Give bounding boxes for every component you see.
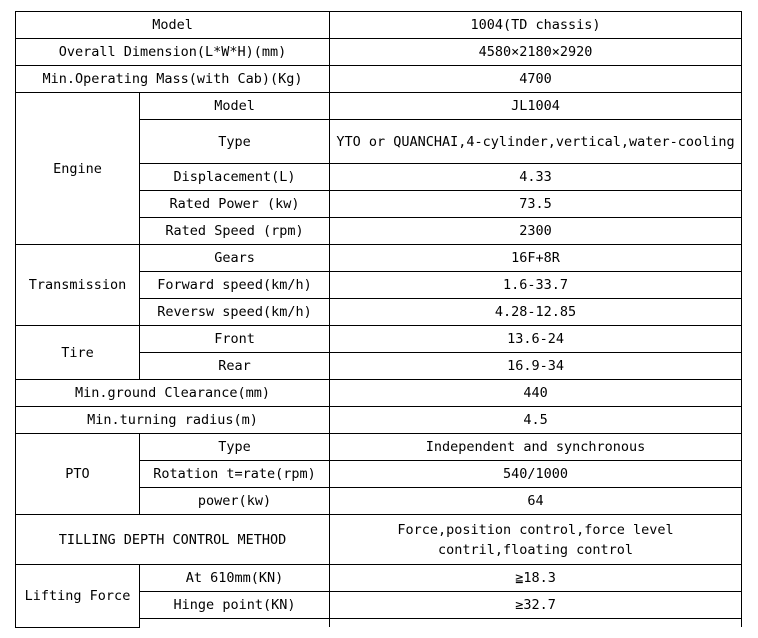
table-row xyxy=(16,515,742,565)
min-operating-mass-value: 4700 xyxy=(330,66,742,93)
tire-front-label: Front xyxy=(140,326,330,353)
overall-dimension-value: 4580×2180×2920 xyxy=(330,39,742,66)
tire-front-value: 13.6-24 xyxy=(330,326,742,353)
table-row xyxy=(16,326,742,353)
table-row xyxy=(16,12,742,39)
rated-power-label: Rated Power (kw) xyxy=(140,191,330,218)
pto-group-label: PTO xyxy=(16,434,140,515)
gears-label: Gears xyxy=(140,245,330,272)
tilling-depth-value: Force,position control,force level contril,floating control xyxy=(330,515,742,565)
table-row xyxy=(16,407,742,434)
transmission-group-label: Transmission xyxy=(16,245,140,326)
tire-rear-label: Rear xyxy=(140,353,330,380)
tilling-depth-label: TILLING DEPTH CONTROL METHOD xyxy=(16,515,330,565)
ground-clearance-label: Min.ground Clearance(mm) xyxy=(16,380,330,407)
pto-type-value: Independent and synchronous xyxy=(330,434,742,461)
forward-speed-label: Forward speed(km/h) xyxy=(140,272,330,299)
engine-model-value: JL1004 xyxy=(330,93,742,120)
reverse-speed-value: 4.28-12.85 xyxy=(330,299,742,326)
overall-dimension-label: Overall Dimension(L*W*H)(mm) xyxy=(16,39,330,66)
specification-table xyxy=(15,11,742,628)
hinge-point-label: Hinge point(KN) xyxy=(140,592,330,619)
table-row xyxy=(16,380,742,407)
empty-cell xyxy=(330,619,742,628)
rated-speed-value: 2300 xyxy=(330,218,742,245)
table-row xyxy=(16,245,742,272)
tire-rear-value: 16.9-34 xyxy=(330,353,742,380)
pto-rotation-label: Rotation t=rate(rpm) xyxy=(140,461,330,488)
pto-rotation-value: 540/1000 xyxy=(330,461,742,488)
lifting-at-610-label: At 610mm(KN) xyxy=(140,565,330,592)
displacement-value: 4.33 xyxy=(330,164,742,191)
pto-type-label: Type xyxy=(140,434,330,461)
table-row xyxy=(16,39,742,66)
reverse-speed-label: Reversw speed(km/h) xyxy=(140,299,330,326)
engine-model-label: Model xyxy=(140,93,330,120)
lifting-force-group-label: Lifting Force xyxy=(16,565,140,628)
rated-power-value: 73.5 xyxy=(330,191,742,218)
turning-radius-value: 4.5 xyxy=(330,407,742,434)
empty-cell xyxy=(140,619,330,628)
table-row xyxy=(16,93,742,120)
model-label: Model xyxy=(16,12,330,39)
ground-clearance-value: 440 xyxy=(330,380,742,407)
turning-radius-label: Min.turning radius(m) xyxy=(16,407,330,434)
model-value: 1004(TD chassis) xyxy=(330,12,742,39)
table-row xyxy=(16,66,742,93)
engine-type-label: Type xyxy=(140,120,330,164)
min-operating-mass-label: Min.Operating Mass(with Cab)(Kg) xyxy=(16,66,330,93)
rated-speed-label: Rated Speed (rpm) xyxy=(140,218,330,245)
forward-speed-value: 1.6-33.7 xyxy=(330,272,742,299)
displacement-label: Displacement(L) xyxy=(140,164,330,191)
table-row xyxy=(16,565,742,592)
pto-power-label: power(kw) xyxy=(140,488,330,515)
pto-power-value: 64 xyxy=(330,488,742,515)
table-row xyxy=(16,434,742,461)
lifting-at-610-value: ≧18.3 xyxy=(330,565,742,592)
tire-group-label: Tire xyxy=(16,326,140,380)
hinge-point-value: ≥32.7 xyxy=(330,592,742,619)
engine-type-value: YTO or QUANCHAI,4-cylinder,vertical,water-cooling xyxy=(330,120,742,164)
gears-value: 16F+8R xyxy=(330,245,742,272)
engine-group-label: Engine xyxy=(16,93,140,245)
